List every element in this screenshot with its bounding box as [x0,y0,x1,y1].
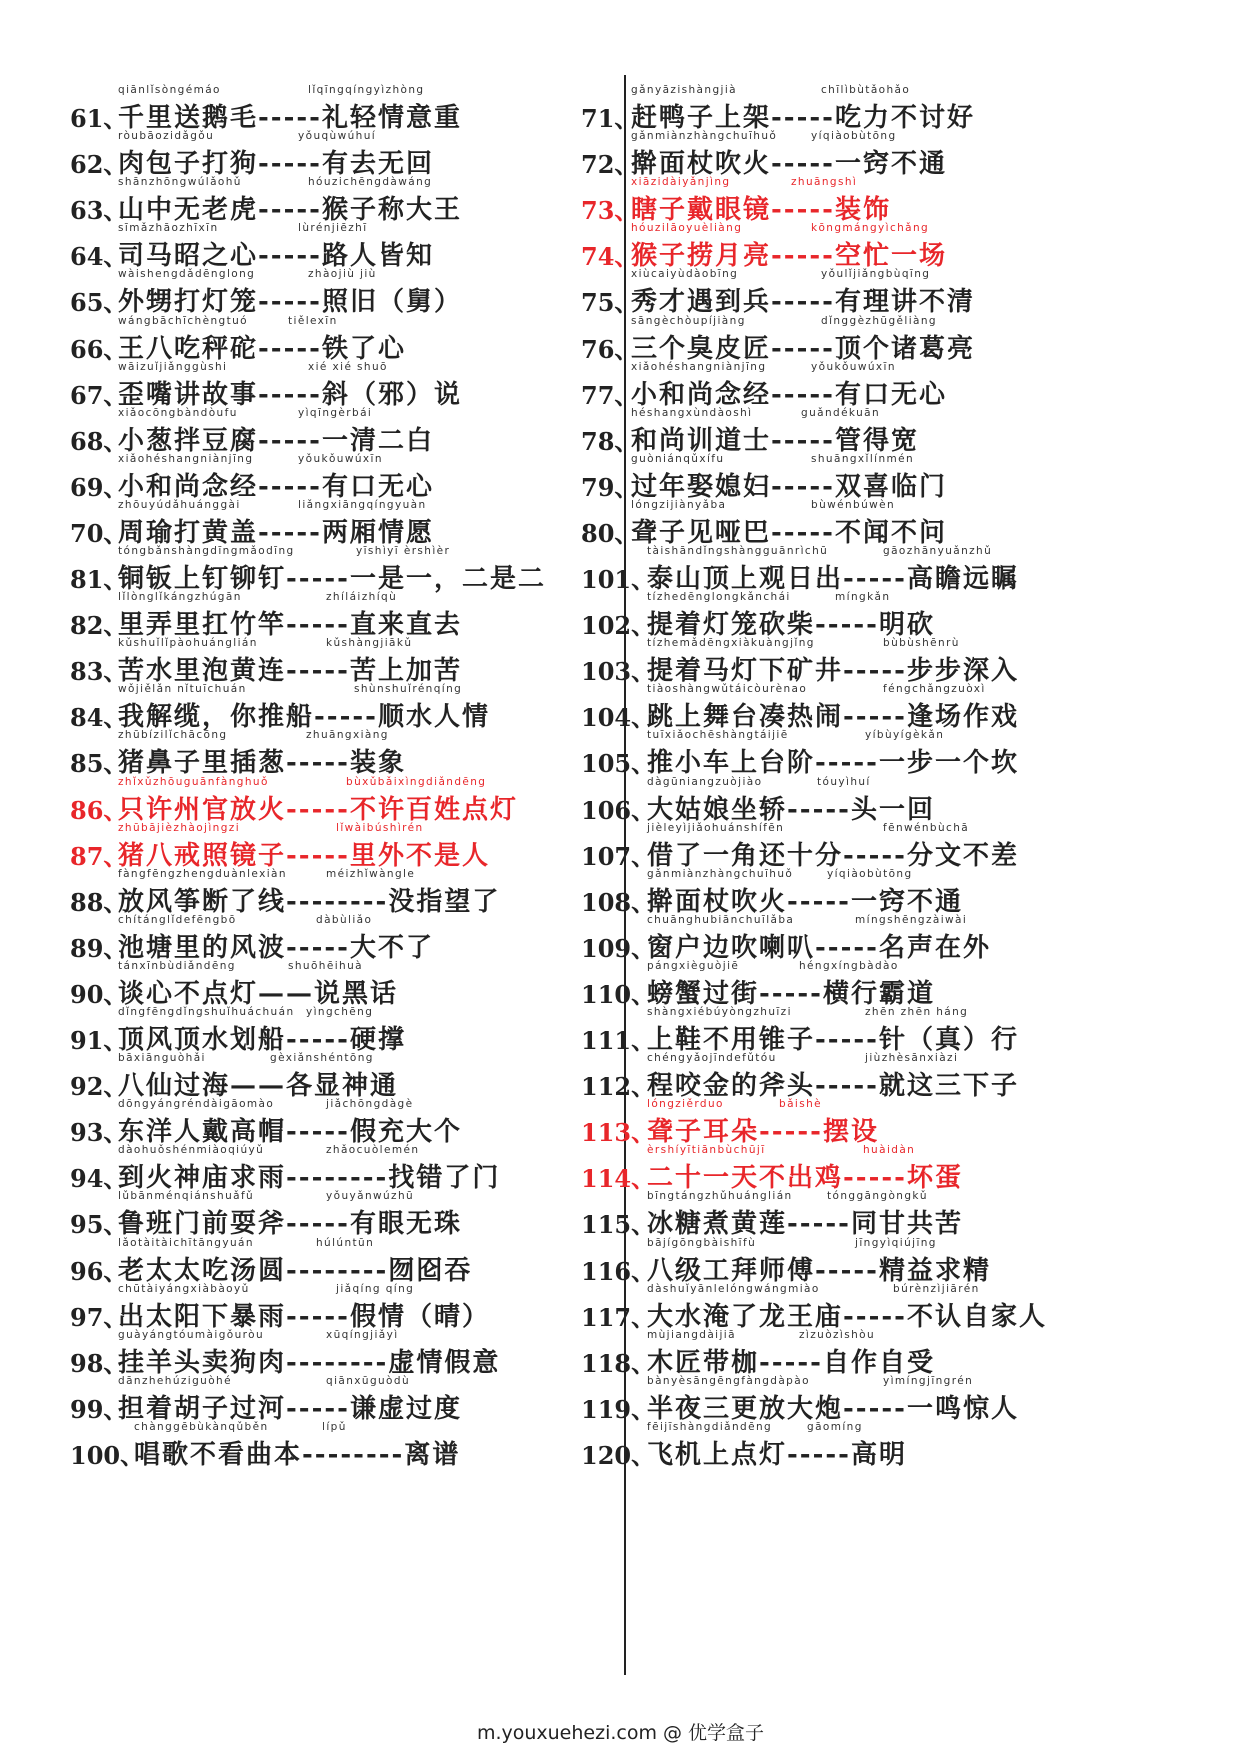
entry-pinyin-riddle: gǎnmiànzhàngchuīhuǒ [647,867,794,880]
entry-pinyin-riddle: zhōuyúdǎhuánggài [118,498,241,511]
entry-pinyin-answer: tiělexīn [288,314,338,327]
entry-number: 88、 [70,887,128,917]
entry-text: 三个臭皮匠-----顶个诸葛亮 [631,333,975,364]
entry-pinyin-answer: xūqíngjiǎyì [326,1328,399,1341]
entry-number: 75、 [581,288,639,318]
entry-number: 65、 [70,288,128,318]
entry-number: 87、 [70,841,128,871]
entry-text: 猪八戒照镜子-----里外不是人 [118,840,490,871]
entry-pinyin-answer: tóuyìhuí [817,775,871,788]
entry-pinyin-riddle: xiǎohéshangniànjīng [118,452,254,465]
entry-pinyin-answer: huàidàn [863,1144,916,1157]
entry-pinyin-riddle: gǎnmiànzhàngchuīhuǒ [631,130,778,143]
entry-pinyin-answer: guǎndékuān [801,406,881,419]
entry-number: 114、 [581,1164,656,1194]
entry-pinyin-riddle: tánxīnbùdiǎndēng [118,959,236,972]
entry-pinyin-riddle: chéngyǎojīndefǔtóu [647,1052,777,1065]
entry-text: 程咬金的斧头-----就这三下子 [647,1071,1019,1102]
entry-pinyin-riddle: guòniánqǔxífu [631,452,725,465]
entry-number: 99、 [70,1394,128,1424]
entry-number: 113、 [581,1118,656,1148]
entry-pinyin-riddle: lóngziěrduo [647,1098,724,1111]
entry-number: 100、 [70,1440,145,1470]
entry-pinyin-answer: dǐnggèzhūgěliàng [821,314,937,327]
entry-number: 98、 [70,1348,128,1378]
entry-text: 窗户边吹喇叭-----名声在外 [647,932,991,963]
entry-pinyin-riddle: dàshuǐyānlelóngwángmiào [647,1282,820,1295]
entry-number: 70、 [70,518,128,548]
entry-pinyin-riddle: bāxiānguòhǎi [118,1052,206,1065]
entry-pinyin-riddle: wàishengdǎdēnglong [118,268,256,281]
entry-text: 谈心不点灯——说黑话 [118,978,399,1009]
entry-number: 95、 [70,1210,128,1240]
entry-pinyin-riddle: qiānlǐsòngémáo [118,84,221,96]
entry-pinyin-riddle: lóngzijiànyǎba [631,498,727,511]
entry-text: 猴子捞月亮-----空忙一场 [631,241,947,272]
entry-text: 东洋人戴高帽-----假充大个 [118,1117,462,1148]
entry-text: 顶风顶水划船-----硬撑 [118,1025,406,1055]
entry-text: 铜钣上钉铆钉-----一是一，二是二 [118,564,546,594]
entry-text: 冰糖煮黄莲-----同甘共苦 [647,1209,963,1240]
entry-pinyin-answer: xié xié shuō [308,360,388,373]
entry-pinyin-riddle: fàngfēngzhengduànlexiàn [118,867,287,880]
entry-pinyin-riddle: sāngèchòupíjiàng [631,314,746,327]
entry-pinyin-answer: zhǎocuòlemén [326,1144,420,1157]
entry-pinyin-riddle: pángxièguòjiē [647,959,740,972]
entry-pinyin-riddle: zhǐxǔzhōuguānfànghuǒ [118,775,269,788]
entry-pinyin-riddle: xiǎohéshangniànjīng [631,360,767,373]
entry-pinyin-riddle: mùjiangdàijiā [647,1328,736,1341]
entry-text: 担着胡子过河-----谦虚过度 [118,1393,462,1424]
entry-pinyin-riddle: jièleyìjiǎohuánshífēn [647,821,785,834]
entry-pinyin-riddle: guàyángtóumàigǒuròu [118,1328,265,1341]
entry-text: 赶鸭子上架-----吃力不讨好 [631,103,975,133]
entry-pinyin-riddle: dōngyángréndàigāomào [118,1098,275,1111]
entry-text: 小葱拌豆腐-----一清二白 [118,425,434,456]
entry-text: 千里送鹅毛-----礼轻情意重 [118,103,462,133]
entry-pinyin-riddle: héshangxùndàoshì [631,406,753,419]
entry-pinyin-riddle: shānzhōngwúlǎohǔ [118,176,242,189]
entry-text: 到火神庙求雨--------找错了门 [118,1163,501,1194]
entry-text: 大水淹了龙王庙-----不认自家人 [647,1301,1047,1332]
entry-pinyin-riddle: xiùcaiyùdàobīng [631,268,739,281]
entry-pinyin-answer: bùxǔbǎixìngdiǎndēng [346,775,487,788]
entry-pinyin-riddle: dǐngfēngdǐngshuǐhuáchuán [118,1006,295,1018]
entry-pinyin-riddle: ròubāozidǎgǒu [118,130,215,143]
entry-text: 八级工拜师傅-----精益求精 [647,1255,991,1286]
entry-pinyin-riddle: zhūbízilǐchācōng [118,729,228,742]
entry-number: 93、 [70,1118,128,1148]
entry-number: 117、 [581,1302,656,1332]
entry-number: 103、 [581,657,656,687]
entry-pinyin-answer: bùbùshēnrù [883,637,960,650]
entry-pinyin-answer: yǒukǒuwúxīn [811,360,896,373]
entry-pinyin-riddle: chànggēbùkànqǔběn [134,1420,269,1433]
entry-pinyin-answer: kōngmángyìchǎng [811,222,930,235]
entry-text: 池塘里的风波-----大不了 [118,932,434,963]
entry-text: 过年娶媳妇-----双喜临门 [631,471,947,502]
entry-number: 105、 [581,749,656,779]
entry-pinyin-riddle: dàgūniangzuòjiào [647,775,763,788]
entry-number: 96、 [70,1256,128,1286]
entry-pinyin-answer: méizhǐwàngle [326,867,416,880]
entry-number: 64、 [70,242,128,272]
entry-text: 大姑娘坐轿-----头一回 [647,794,935,825]
entry-text: 和尚训道士-----管得宽 [631,425,919,456]
entry-pinyin-riddle: sīmǎzhāozhīxīn [118,222,219,235]
entry-number: 102、 [581,611,656,641]
entry-number: 97、 [70,1302,128,1332]
entry-number: 110、 [581,979,656,1009]
entry-pinyin-answer: zhuāngxiàng [306,729,389,742]
entry-text: 唱歌不看曲本--------离谱 [134,1439,461,1470]
entry-pinyin-riddle: tízhemǎdēngxiàkuàngjǐng [647,637,815,650]
entry-number: 94、 [70,1164,128,1194]
entry-pinyin-answer: gāomíng [807,1420,863,1433]
entry-pinyin-answer: míngkǎn [835,591,891,604]
entry-text: 挂羊头卖狗肉--------虚情假意 [118,1347,501,1378]
entry-text: 外甥打灯笼-----照旧（舅） [118,287,462,318]
entry-text: 跳上舞台凑热闹-----逢场作戏 [647,702,1019,733]
entry-pinyin-riddle: tóngbǎnshàngdīngmǎodīng [118,545,295,557]
entry-number: 112、 [581,1072,656,1102]
entry-pinyin-riddle: lǎotàitàichītāngyuán [118,1236,254,1249]
entry-pinyin-riddle: èrshíyītiānbùchūjī [647,1144,766,1157]
entry-text: 推小车上台阶-----一步一个坎 [647,748,1019,779]
entry-text: 苦水里泡黄连-----苦上加苦 [118,656,462,687]
entry-number: 104、 [581,703,656,733]
entry-number: 72、 [581,150,639,180]
entry-pinyin-answer: jīngyìqiújīng [855,1236,937,1249]
entry-pinyin-riddle: xiāzidàiyǎnjìng [631,176,731,189]
entry-pinyin-answer: zhuāngshì [791,176,858,189]
entry-text: 只许州官放火-----不许百姓点灯 [118,794,518,825]
entry-text: 周瑜打黄盖-----两厢情愿 [118,517,434,548]
entry-number: 83、 [70,657,128,687]
entry-number: 82、 [70,611,128,641]
entry-number: 85、 [70,749,128,779]
entry-pinyin-answer: lípǔ [322,1420,347,1433]
entry-pinyin-riddle: wāizuǐjiǎnggùshi [118,360,228,373]
entry-pinyin-answer: shuōhēihuà [288,959,363,972]
entry-pinyin-answer: míngshēngzàiwài [855,913,968,926]
entry-text: 聋子见哑巴-----不闻不问 [631,517,947,548]
entry-number: 116、 [581,1256,656,1286]
entry-text: 擀面杖吹火-----一窍不通 [631,149,947,180]
entry-number: 101、 [581,565,656,594]
entry-pinyin-riddle: dānzhehúziguòhé [118,1374,232,1387]
entry-number: 77、 [581,380,639,410]
entry-number: 86、 [70,795,128,825]
entry-text: 提着灯笼砍柴-----明砍 [647,610,935,641]
entry-number: 81、 [70,565,128,594]
entry-number: 61、 [70,104,128,133]
entry-pinyin-answer: dàbùliǎo [316,913,373,926]
entry-number: 118、 [581,1348,656,1378]
entry-pinyin-answer: yíqiàobùtōng [827,867,913,880]
entry-pinyin-answer: liǎngxiāngqíngyuàn [298,498,427,511]
entry-pinyin-answer: yìngchēng [306,1006,374,1018]
entry-number: 62、 [70,150,128,180]
entry-number: 71、 [581,104,639,133]
entry-number: 78、 [581,426,639,456]
entry-pinyin-riddle: chūtàiyángxiàbàoyǔ [118,1282,250,1295]
entry-pinyin-answer: yíqiàobùtōng [811,130,897,143]
entry-pinyin-answer: gèxiǎnshéntōng [270,1052,374,1065]
entry-number: 106、 [581,795,656,825]
entry-pinyin-answer: jiùzhèsānxiàzi [865,1052,959,1065]
entry-pinyin-answer: qiānxūguòdù [326,1374,411,1387]
entry-number: 107、 [581,841,656,871]
entry-text: 歪嘴讲故事-----斜（邪）说 [118,379,462,410]
entry-number: 76、 [581,334,639,364]
entry-number: 111、 [581,1026,656,1055]
entry-number: 80、 [581,518,639,548]
entry-pinyin-answer: shùnshuǐrénqíng [354,683,463,696]
entry-text: 王八吃秤砣-----铁了心 [118,333,406,364]
entry-text: 肉包子打狗-----有去无回 [118,149,434,180]
entry-text: 出太阳下暴雨-----假情（晴） [118,1301,490,1332]
entry-pinyin-answer: gāozhānyuǎnzhǔ [883,545,993,557]
entry-pinyin-answer: féngchǎngzuòxì [883,683,986,696]
entry-pinyin-riddle: bīngtángzhǔhuánglián [647,1190,793,1203]
entry-number: 84、 [70,703,128,733]
entry-text: 鲁班门前耍斧-----有眼无珠 [118,1209,462,1240]
entry-pinyin-answer: yìmíngjīngrén [883,1374,974,1387]
entry-text: 借了一角还十分-----分文不差 [647,840,1019,871]
entry-pinyin-answer: bǎishè [779,1098,823,1111]
entry-text: 聋子耳朵-----摆设 [647,1117,879,1148]
entry-number: 115、 [581,1210,656,1240]
entry-number: 63、 [70,196,128,226]
entry-number: 91、 [70,1026,128,1055]
entry-pinyin-answer: yǒulǐjiǎngbùqīng [821,268,931,281]
entry-pinyin-answer: zìzuòzìshòu [799,1328,876,1341]
entry-pinyin-riddle: lǐlònglǐkángzhúgān [118,591,242,604]
entry-pinyin-riddle: chuānghubiānchuīlǎba [647,913,795,926]
entry-text: 螃蟹过街-----横行霸道 [647,978,935,1009]
entry-text: 泰山顶上观日出-----高瞻远瞩 [647,564,1019,594]
entry-number: 108、 [581,887,656,917]
entry-number: 74、 [581,242,639,272]
entry-pinyin-riddle: xiǎocōngbàndòufu [118,406,238,419]
footer-watermark: m.youxuehezi.com @ 优学盒子 [476,1722,765,1744]
entry-pinyin-answer: yīshìyī èrshìèr [356,545,451,557]
entry-pinyin-answer: lùrénjiēzhī [298,222,368,235]
entry-text: 二十一天不出鸡-----坏蛋 [647,1163,963,1194]
entry-text: 提着马灯下矿井-----步步深入 [647,656,1019,687]
entry-text: 八仙过海——各显神通 [118,1071,399,1102]
entry-number: 68、 [70,426,128,456]
entry-pinyin-riddle: chítánglǐdefēngbō [118,913,237,926]
entry-pinyin-riddle: gǎnyāzishàngjià [631,84,737,96]
entry-text: 老太太吃汤圆--------囫囵吞 [118,1255,473,1286]
entry-pinyin-answer: jiǎchōngdàgè [326,1098,414,1111]
entry-pinyin-riddle: tuīxiǎochēshàngtáijiē [647,729,789,742]
entry-text: 擀面杖吹火-----一窍不通 [647,886,963,917]
entry-number: 120、 [581,1440,656,1470]
entry-pinyin-answer: lǐqīngqíngyìzhòng [308,84,425,96]
entry-pinyin-riddle: hóuzilāoyuèliàng [631,222,743,235]
entry-pinyin-riddle: dàohuǒshénmiàoqiúyǔ [118,1144,265,1157]
entry-pinyin-answer: zhēn zhēn háng [865,1006,969,1018]
entry-number: 66、 [70,334,128,364]
entry-pinyin-answer: yǒukǒuwúxīn [298,452,383,465]
entry-pinyin-answer: tónggāngòngkǔ [827,1190,928,1203]
entry-pinyin-answer: héngxíngbàdào [799,959,899,972]
entry-pinyin-answer: lǐwàibúshìrén [336,821,424,834]
entry-number: 79、 [581,472,639,502]
entry-text: 司马昭之心-----路人皆知 [118,241,434,272]
entry-pinyin-riddle: fēijīshàngdiǎndēng [647,1420,773,1433]
entry-pinyin-riddle: tízhedēnglongkǎnchái [647,591,791,604]
entry-pinyin-answer: yǒuyǎnwúzhū [326,1190,415,1203]
entry-text: 放风筝断了线--------没指望了 [118,886,501,917]
entry-pinyin-riddle: wǒjiělǎn nǐtuīchuán [118,683,247,696]
entry-pinyin-riddle: shàngxiébúyòngzhuīzi [647,1006,792,1018]
entry-number: 90、 [70,979,128,1009]
entry-pinyin-answer: shuāngxǐlínmén [811,452,915,465]
entry-text: 木匠带枷-----自作自受 [647,1347,935,1378]
entry-text: 小和尚念经-----有口无心 [118,471,434,502]
entry-number: 69、 [70,472,128,502]
entry-pinyin-riddle: zhūbājièzhàojìngzi [118,821,241,834]
entry-pinyin-riddle: wángbāchīchèngtuó [118,314,248,327]
entry-pinyin-answer: bùwénbúwèn [811,498,896,511]
entry-pinyin-riddle: tiàoshàngwǔtáicòurènao [647,683,808,696]
entry-pinyin-answer: fēnwénbùchā [883,821,970,834]
entry-text: 上鞋不用锥子-----针（真）行 [647,1025,1019,1055]
entry-number: 109、 [581,933,656,963]
entry-pinyin-answer: hóuzichēngdàwáng [308,176,433,189]
entry-pinyin-answer: yíbùyígèkǎn [865,729,945,742]
entry-pinyin-answer: yǒuqùwúhuí [298,130,377,143]
entry-pinyin-answer: zhàojiù jiù [308,268,377,281]
entry-text: 半夜三更放大炮-----一鸣惊人 [647,1393,1019,1424]
entry-pinyin-riddle: bājígōngbàishīfù [647,1236,757,1249]
entry-pinyin-answer: jiǎqíng qíng [336,1282,415,1295]
entry-pinyin-answer: chīlìbùtǎohǎo [821,84,911,96]
entry-text: 飞机上点灯-----高明 [647,1439,907,1470]
entry-text: 秀才遇到兵-----有理讲不清 [631,287,975,318]
entry-pinyin-answer: húlúntūn [316,1236,375,1249]
entry-pinyin-riddle: lǔbānménqiánshuǎfǔ [118,1190,255,1203]
entry-pinyin-answer: zhíláizhíqù [326,591,398,604]
entry-number: 73、 [581,196,639,226]
entry-text: 瞎子戴眼镜-----装饰 [631,195,891,226]
entry-pinyin-riddle: kǔshuǐlǐpàohuánglián [118,637,258,650]
entry-text: 我解缆，你推船-----顺水人情 [118,702,490,733]
entry-number: 67、 [70,380,128,410]
entry-pinyin-answer: yìqīngèrbái [298,406,373,419]
entry-text: 山中无老虎-----猴子称大王 [118,195,462,226]
entry-number: 119、 [581,1394,656,1424]
entry-number: 89、 [70,933,128,963]
entry-text: 小和尚念经-----有口无心 [631,379,947,410]
entry-pinyin-answer: búrènzìjiārén [893,1282,980,1295]
entry-pinyin-riddle: tàishāndǐngshàngguānrìchū [647,545,829,557]
entry-text: 猪鼻子里插葱-----装象 [118,748,406,779]
entry-pinyin-answer: kǔshàngjiākǔ [326,637,413,650]
entry-pinyin-riddle: bànyèsāngēngfàngdàpào [647,1374,810,1387]
entry-number: 92、 [70,1072,128,1102]
entry-text: 里弄里扛竹竿-----直来直去 [118,610,462,641]
